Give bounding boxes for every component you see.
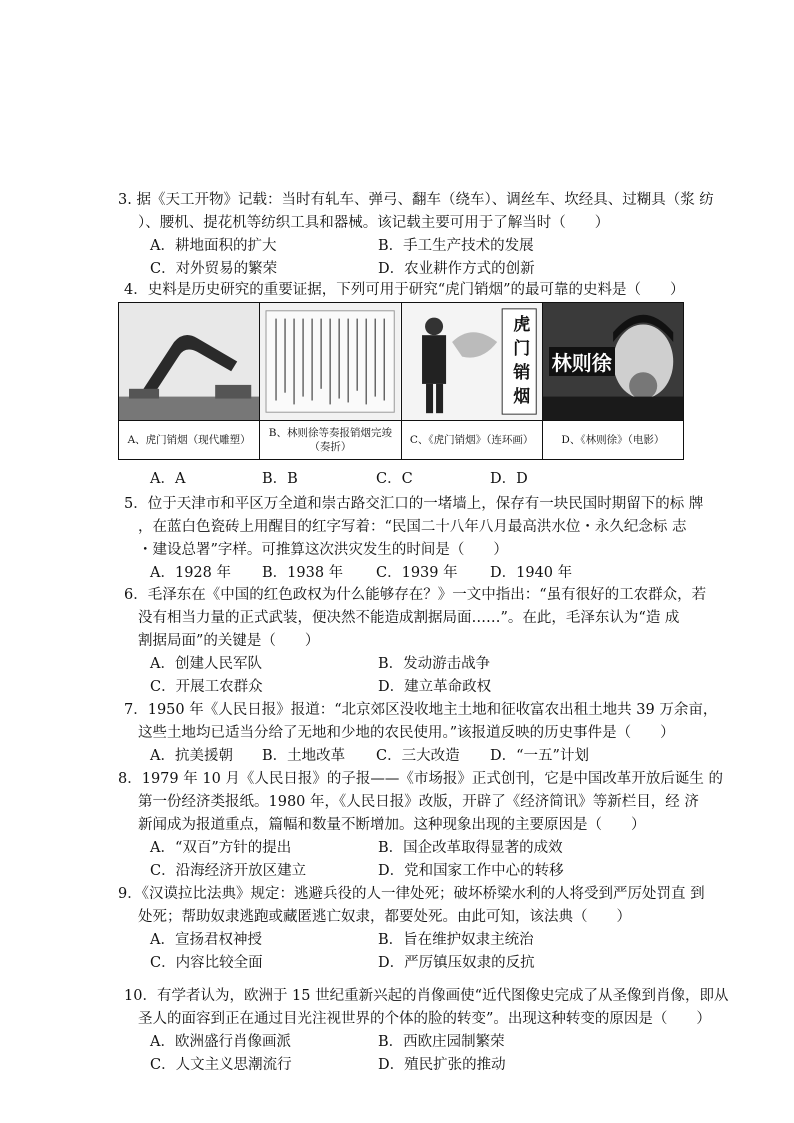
question-10-option-d: D．殖民扩张的推动 bbox=[378, 1057, 506, 1073]
question-6-line-3: 割据局面”的关键是（ ） bbox=[138, 633, 320, 649]
question-6-line-1: 6．毛泽东在《中国的红色政权为什么能够存在？》一文中指出：“虽有很好的工农群众，若 bbox=[124, 587, 707, 603]
question-8-line-3: 新闻成为报道重点，篇幅和数量不断增加。这种现象出现的主要原因是（ ） bbox=[138, 817, 646, 833]
question-3-option-c: C．对外贸易的繁荣 bbox=[150, 261, 278, 277]
picture-a-sculpture bbox=[119, 303, 260, 420]
question-6-line-2: 没有相当力量的正式武装，便决然不能造成割据局面……”。在此，毛泽东认为“造 成 bbox=[138, 610, 680, 626]
question-9-option-d: D．严厉镇压奴隶的反抗 bbox=[378, 955, 535, 971]
question-10-line-2: 圣人的面容到正在通过目光注视世界的个体的脸的转变”。出现这种转变的原因是（ ） bbox=[138, 1011, 711, 1027]
question-4-option-a: A．A bbox=[150, 471, 186, 487]
question-5-line-2: ，在蓝白色瓷砖上用醒目的红字写着：“民国二十八年八月最高洪水位・永久纪念标 志 bbox=[138, 519, 687, 535]
question-8-line-2: 第一份经济类报纸。1980 年，《人民日报》改版，开辟了《经济简讯》等新栏目，经 济 bbox=[138, 794, 699, 810]
film-title-text: 林则徐 bbox=[549, 347, 615, 376]
caption-b: B、林则徐等奏报销烟完竣（奏折） bbox=[260, 421, 401, 459]
question-7-option-d: D．“一五”计划 bbox=[490, 748, 589, 764]
question-8-option-c: C．沿海经济开放区建立 bbox=[150, 863, 307, 879]
question-8-option-d: D．党和国家工作中心的转移 bbox=[378, 863, 564, 879]
question-7-option-c: C．三大改造 bbox=[376, 748, 460, 764]
question-8-option-b: B．国企改革取得显著的成效 bbox=[378, 840, 563, 856]
question-3-option-d: D．农业耕作方式的创新 bbox=[378, 261, 535, 277]
question-8-option-a: A．“双百”方针的提出 bbox=[150, 840, 292, 856]
question-7-line-2: 这些土地均已适当分给了无地和少地的农民使用。”该报道反映的历史事件是（ ） bbox=[138, 725, 675, 741]
question-4-option-c: C．C bbox=[376, 471, 413, 487]
question-9-option-a: A．宣扬君权神授 bbox=[150, 932, 262, 948]
question-4-option-d: D．D bbox=[490, 471, 528, 487]
question-3-option-a: A．耕地面积的扩大 bbox=[150, 238, 277, 254]
question-5-option-c: C．1939 年 bbox=[376, 565, 458, 581]
question-10-option-c: C．人文主义思潮流行 bbox=[150, 1057, 292, 1073]
caption-d: D、《林则徐》（电影） bbox=[561, 434, 665, 446]
memorial-document-image bbox=[260, 303, 400, 420]
caption-c: C、《虎门销烟》（连环画） bbox=[402, 421, 543, 459]
question-6-option-a: A．创建人民军队 bbox=[150, 656, 262, 672]
question-4-option-b: B．B bbox=[262, 471, 298, 487]
question-6-option-b: B．发动游击战争 bbox=[378, 656, 491, 672]
question-5-option-b: B．1938 年 bbox=[262, 565, 344, 581]
picture-b-memorial bbox=[260, 303, 401, 420]
question-3-option-b: B．手工生产技术的发展 bbox=[378, 238, 534, 254]
question-4-line-1: 4．史料是历史研究的重要证据，下列可用于研究“虎门销烟”的最可靠的史料是（ ） bbox=[124, 282, 685, 298]
question-9-option-b: B．旨在维护奴隶主统治 bbox=[378, 932, 534, 948]
picture-c-comic bbox=[402, 303, 543, 420]
question-5-line-1: 5．位于天津市和平区万全道和崇古路交汇口的一堵墙上，保存有一块民国时期留下的标 牌 bbox=[124, 496, 704, 512]
picture-d-film bbox=[543, 303, 683, 420]
comic-title-text: 虎门销烟 bbox=[513, 315, 531, 407]
question-10-option-a: A．欧洲盛行肖像画派 bbox=[150, 1034, 291, 1050]
question-7-option-a: A．抗美援朝 bbox=[150, 748, 233, 764]
sculpture-image bbox=[119, 303, 259, 420]
question-5-option-a: A．1928 年 bbox=[150, 565, 231, 581]
question-7-line-1: 7．1950 年《人民日报》报道：“北京郊区没收地主土地和征收富农出租土地共 39 万余亩， bbox=[124, 702, 718, 718]
question-10-line-1: 10．有学者认为，欧洲于 15 世纪重新兴起的肖像画使“近代图像史完成了从圣像到肖像，即从 bbox=[124, 988, 729, 1004]
question-6-option-d: D．建立革命政权 bbox=[378, 679, 492, 695]
question-7-option-b: B．土地改革 bbox=[262, 748, 346, 764]
question-10-option-b: B．西欧庄园制繁荣 bbox=[378, 1034, 505, 1050]
question-3-line-1: 3. 据《天工开物》记载：当时有轧车、弹弓、翻车（绕车）、调丝车、坎经具、过糊具（浆 纺 bbox=[118, 192, 714, 208]
question-9-option-c: C．内容比较全面 bbox=[150, 955, 263, 971]
question-6-option-c: C．开展工农群众 bbox=[150, 679, 263, 695]
question-3-line-2: ）、腰机、提花机等纺织工具和器械。该记载主要可用于了解当时（ ） bbox=[138, 215, 610, 231]
source-pictures-table bbox=[118, 302, 684, 460]
question-9-line-1: 9．《汉谟拉比法典》规定：逃避兵役的人一律处死；破坏桥梁水利的人将受到严厉处罚直 到 bbox=[118, 886, 705, 902]
question-5-option-d: D．1940 年 bbox=[490, 565, 573, 581]
question-5-line-3: ・建设总署”字样。可推算这次洪灾发生的时间是（ ） bbox=[138, 542, 508, 558]
caption-a: A、虎门销烟（现代雕塑） bbox=[119, 421, 260, 459]
question-9-line-2: 处死；帮助奴隶逃跑或藏匿逃亡奴隶，都要处死。由此可知，该法典（ ） bbox=[138, 909, 631, 925]
question-8-line-1: 8．1979 年 10 月《人民日报》的子报——《市场报》正式创刊，它是中国改革开放后诞生 的 bbox=[118, 771, 724, 787]
